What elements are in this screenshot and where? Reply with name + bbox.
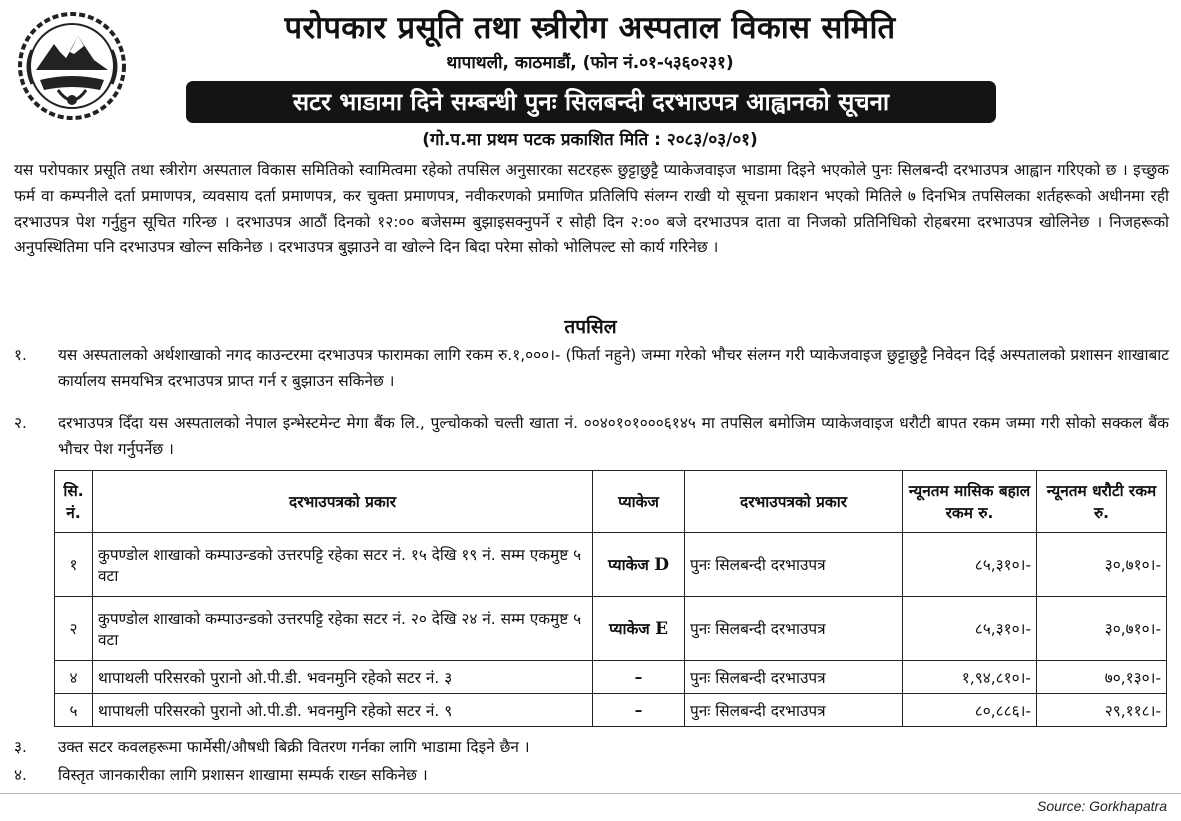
- condition-number: १.: [14, 346, 27, 364]
- row-description: कुपण्डोल शाखाको कम्पाउन्डको उत्तरपट्टि रहेका सटर नं. १५ देखि १९ नं. सम्म एकमुष्ट ५ वटा: [93, 533, 593, 597]
- package-word: –: [634, 668, 643, 686]
- condition-text: विस्तृत जानकारीका लागि प्रशासन शाखामा सम्पर्क राख्न सकिनेछ ।: [58, 766, 428, 784]
- publication-date: (गो.प.मा प्रथम पटक प्रकाशित मिति : २०८३/०३/०१): [422, 130, 758, 150]
- row-deposit: ३०,७१०।-: [1037, 533, 1167, 597]
- row-bid-type: पुनः सिलबन्दी दरभाउपत्र: [685, 533, 903, 597]
- header-monthly-rent: न्यूनतम मासिक बहाल रकम रु.: [903, 471, 1037, 533]
- source-credit: Source: Gorkhapatra: [1037, 798, 1167, 814]
- row-description: कुपण्डोल शाखाको कम्पाउन्डको उत्तरपट्टि रहेका सटर नं. २० देखि २४ नं. सम्म एकमुष्ट ५ वटा: [93, 597, 593, 661]
- row-monthly-rent: ८५,३१०।-: [903, 533, 1037, 597]
- package-letter: D: [654, 555, 669, 575]
- header-package: प्याकेज: [593, 471, 685, 533]
- header-bid-type: दरभाउपत्रको प्रकार: [685, 471, 903, 533]
- table-row: [55, 597, 1167, 661]
- row-monthly-rent: १,९४,८१०।-: [903, 661, 1037, 694]
- table-row: [55, 661, 1167, 694]
- package-word: प्याकेज: [608, 556, 649, 574]
- row-deposit: ७०,१३०।-: [1037, 661, 1167, 694]
- condition-item-1: [14, 342, 1169, 396]
- condition-item-3: [14, 734, 1169, 760]
- condition-number: ४.: [14, 766, 27, 784]
- row-bid-type: पुनः सिलबन्दी दरभाउपत्र: [685, 661, 903, 694]
- row-serial: १: [55, 533, 93, 597]
- divider: [0, 793, 1181, 794]
- row-bid-type: पुनः सिलबन्दी दरभाउपत्र: [685, 597, 903, 661]
- table-header-row: [55, 471, 1167, 533]
- package-letter: E: [655, 619, 669, 639]
- row-description: थापाथली परिसरको पुरानो ओ.पी.डी. भवनमुनि रहेको सटर नं. ९: [93, 694, 593, 727]
- hospital-title: परोपकार प्रसूति तथा स्त्रीरोग अस्पताल विकास समिति: [284, 10, 896, 46]
- condition-text: यस अस्पतालको अर्थशाखाको नगद काउन्टरमा दरभाउपत्र फारामका लागि रकम रु.१,०००।- (फिर्ता नहुने) जम्मा गरेको भौचर संलग्न गरी प्याकेजवाइज छुट्टाछुट्टै निवेदन दिई अस्पतालको प्रशासन शाखाबाट कार्यालय समयभित्र दरभाउपत्र प्राप्त गर्न र बुझाउन सकिनेछ ।: [58, 346, 1169, 390]
- row-package: [593, 533, 685, 597]
- condition-number: २.: [14, 414, 27, 432]
- header-description: दरभाउपत्रको प्रकार: [93, 471, 593, 533]
- row-package: [593, 694, 685, 727]
- row-deposit: २९,११८।-: [1037, 694, 1167, 727]
- table-row: [55, 694, 1167, 727]
- row-deposit: ३०,७१०।-: [1037, 597, 1167, 661]
- notice-banner: सटर भाडामा दिने सम्बन्धी पुनः सिलबन्दी दरभाउपत्र आह्वानको सूचना: [186, 81, 996, 123]
- row-monthly-rent: ८०,८८६।-: [903, 694, 1037, 727]
- row-monthly-rent: ८५,३१०।-: [903, 597, 1037, 661]
- row-serial: २: [55, 597, 93, 661]
- row-description: थापाथली परिसरको पुरानो ओ.पी.डी. भवनमुनि रहेको सटर नं. ३: [93, 661, 593, 694]
- condition-item-4: [14, 762, 1169, 788]
- hospital-address: थापाथली, काठमाडौं, (फोन नं.०१-५३६०२३१): [446, 53, 734, 73]
- shutter-table: [54, 470, 1167, 727]
- condition-text: दरभाउपत्र दिँदा यस अस्पतालको नेपाल इन्भेस्टमेन्ट मेगा बैंक लि., पुल्चोकको चल्ती खाता नं. ००४०१०१०००६१४५ मा तपसिल बमोजिम प्याकेजवाइज धरौटी बापत रकम जम्मा गरी सोको सक्कल बैंक भौचर पेश गर्नुपर्नेछ ।: [58, 414, 1169, 458]
- row-serial: ४: [55, 661, 93, 694]
- row-serial: ५: [55, 694, 93, 727]
- condition-item-2: [14, 410, 1169, 464]
- row-bid-type: पुनः सिलबन्दी दरभाउपत्र: [685, 694, 903, 727]
- header-serial: सि. नं.: [55, 471, 93, 533]
- nepal-emblem-icon: [14, 10, 130, 122]
- condition-text: उक्त सटर कवलहरूमा फार्मेसी/औषधी बिक्री वितरण गर्नका लागि भाडामा दिइने छैन ।: [58, 738, 530, 756]
- notice-paragraph: यस परोपकार प्रसूति तथा स्त्रीरोग अस्पताल विकास समितिको स्वामित्वमा रहेको तपसिल अनुसारका सटरहरू छुट्टाछुट्टै प्याकेजवाइज भाडामा दिइने भएकोले पुनः सिलबन्दी दरभाउपत्र आह्वान गरिएको छ । इच्छुक फर्म वा कम्पनीले दर्ता प्रमाणपत्र, व्यवसाय दर्ता प्रमाणपत्र, कर चुक्ता प्रमाणपत्र, नवीकरणको प्रमाणित प्रतिलिपि संलग्न राखी यो सूचना प्रकाशन भएको मितिले ७ दिनभित्र तपसिलका शर्तहरूको अधीनमा रही दरभाउपत्र पेश गर्नुहुन सूचित गरिन्छ । दरभाउपत्र आठौं दिनको १२:०० बजेसम्म बुझाइसक्नुपर्ने र सोही दिन २:०० बजे दरभाउपत्र दाता वा निजको प्रतिनिधिको रोहबरमा दरभाउपत्र खोलिनेछ । निजहरूको अनुपस्थितिमा पनि दरभाउपत्र खोल्न सकिनेछ । दरभाउपत्र बुझाउने वा खोल्ने दिन बिदा परेमा सोको भोलिपल्ट सो कार्य गरिनेछ ।: [14, 161, 1169, 257]
- table-row: [55, 533, 1167, 597]
- tapsil-heading: तपसिल: [564, 316, 617, 338]
- header-deposit: न्यूनतम धरौटी रकम रु.: [1037, 471, 1167, 533]
- package-word: –: [634, 701, 643, 719]
- row-package: [593, 597, 685, 661]
- row-package: [593, 661, 685, 694]
- package-word: प्याकेज: [608, 620, 650, 638]
- condition-number: ३.: [14, 738, 27, 756]
